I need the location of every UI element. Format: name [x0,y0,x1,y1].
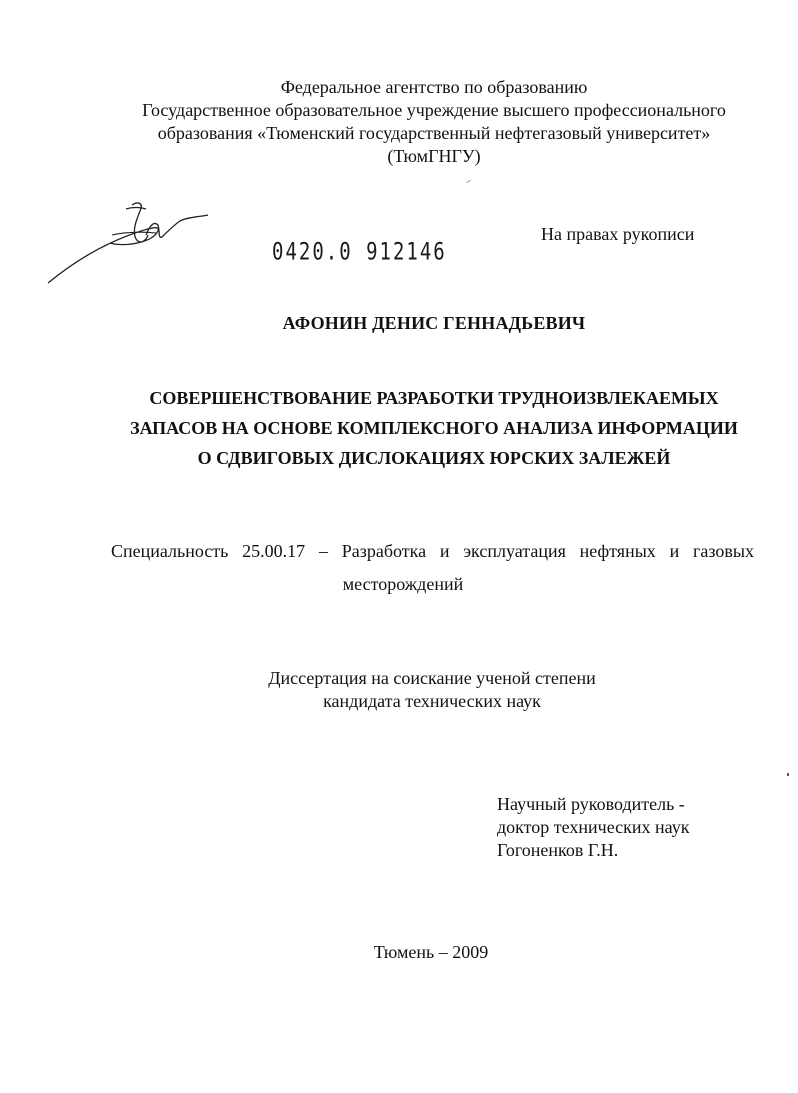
specialty-line: Специальность 25.00.17 – Разработка и эксплуатация нефтяных и газовых [111,541,754,561]
scientific-supervisor [497,793,690,862]
header-line-agency: Федеральное агентство по образованию [280,77,588,97]
manuscript-rights-note: На правах рукописи [541,224,695,244]
title-line-1: СОВЕРШЕНСТВОВАНИЕ РАЗРАБОТКИ ТРУДНОИЗВЛЕКАЕМЫХ [149,388,719,408]
supervisor-role: Научный руководитель - [497,794,685,814]
scan-speck [466,180,471,183]
supervisor-degree: доктор технических наук [497,817,690,837]
degree-line-1: Диссертация на соискание ученой степени [268,668,596,688]
dissertation-title [0,383,798,473]
header-line-institution: Государственное образовательное учреждение высшего профессионального [142,100,726,120]
title-line-3: О СДВИГОВЫХ ДИСЛОКАЦИЯХ ЮРСКИХ ЗАЛЕЖЕЙ [197,448,671,468]
title-line-2: ЗАПАСОВ НА ОСНОВЕ КОМПЛЕКСНОГО АНАЛИЗА ИНФОРМАЦИИ [130,418,738,438]
author-name: АФОНИН ДЕНИС ГЕННАДЬЕВИЧ [282,313,586,333]
header-line-university: образования «Тюменский государственный нефтегазовый университет» [157,123,711,143]
city-year: Тюмень – 2009 [373,942,489,962]
scan-speck [787,773,789,776]
degree-statement [0,667,798,713]
registration-number: 0420.0 912146 [272,238,447,266]
specialty-continuation: месторождений [342,574,464,594]
institution-header [0,76,798,168]
handwritten-signature [40,195,220,290]
header-line-abbreviation: (ТюмГНГУ) [387,146,481,166]
degree-line-2: кандидата технических наук [323,691,541,711]
supervisor-name: Гогоненков Г.Н. [497,840,619,860]
